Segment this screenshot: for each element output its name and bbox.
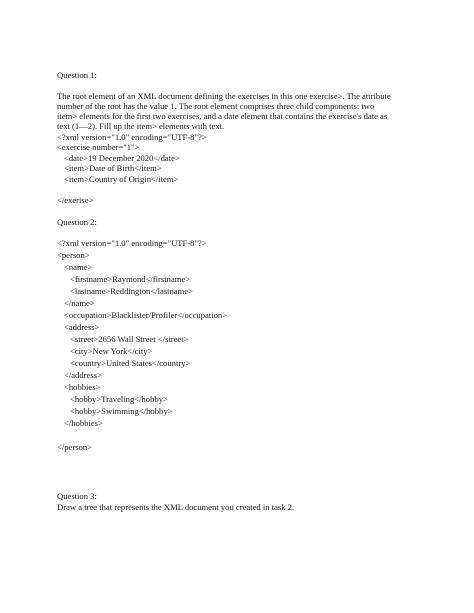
question-2-code-line: <firstname>Raymond</firstname> — [70, 274, 191, 284]
question-1-paragraph-line: The root element of an XML document defining the exercises in this one exercise>. The attribute — [57, 91, 391, 101]
question-1-code-line: <?xml version="1.0" encoding="UTF-8"?> — [57, 132, 207, 142]
question-1-paragraph-line: number of the root has the value 1. The root element comprises three child components: two — [57, 101, 375, 111]
question-2-code-line: </name> — [64, 298, 95, 308]
question-2-code-line: <lastname>Reddington</lastname> — [70, 286, 193, 296]
question-1-code-line: <exercise number="1"> — [57, 142, 140, 152]
question-2-code-line: <hobby>Traveling</hobby> — [70, 394, 168, 404]
question-1-heading: Question 1: — [57, 70, 97, 80]
question-1-paragraph-line: text (1—2). Fill up the item> elements with text. — [57, 121, 225, 131]
question-2-code-line: </person> — [57, 442, 92, 452]
question-1-code-line: <item>Country of Origin</item> — [64, 174, 179, 184]
question-2-code-line: <occupation>Blacklister/Profiler</occupation> — [64, 310, 228, 320]
question-2-code-line: <name> — [64, 262, 93, 272]
question-2-code-line: <street>2656 Wall Street </street> — [70, 334, 189, 344]
question-1-code-line: <item>Date of Birth</item> — [64, 163, 162, 173]
question-2-code-line: <city>New York</city> — [70, 346, 153, 356]
question-2-code-line: </address> — [64, 370, 102, 380]
question-2-heading: Question 2: — [57, 217, 97, 227]
question-3-heading: Question 3: — [57, 491, 97, 501]
question-2-code-line: <address> — [64, 322, 100, 332]
question-2-code-line: <country>United States</country> — [70, 358, 191, 368]
question-2-code-line: <hobbies> — [64, 382, 101, 392]
question-2-code-line: <?xml version="1.0" encoding="UTF-8"?> — [57, 238, 207, 248]
question-3-text: Draw a tree that represents the XML document you created in task 2. — [57, 502, 295, 512]
question-1-paragraph-line: item> elements for the first two exercises, and a date element that contains the exercise's date as — [57, 111, 388, 121]
question-2-code-line: </hobbies> — [64, 418, 103, 428]
question-2-code-line: <person> — [57, 250, 90, 260]
question-1-code-line: </exerise> — [57, 195, 94, 205]
question-2-code-line: <hobby>Swimming</hobby> — [70, 406, 173, 416]
question-1-code-line: <date>19 December 2020</date> — [64, 153, 180, 163]
